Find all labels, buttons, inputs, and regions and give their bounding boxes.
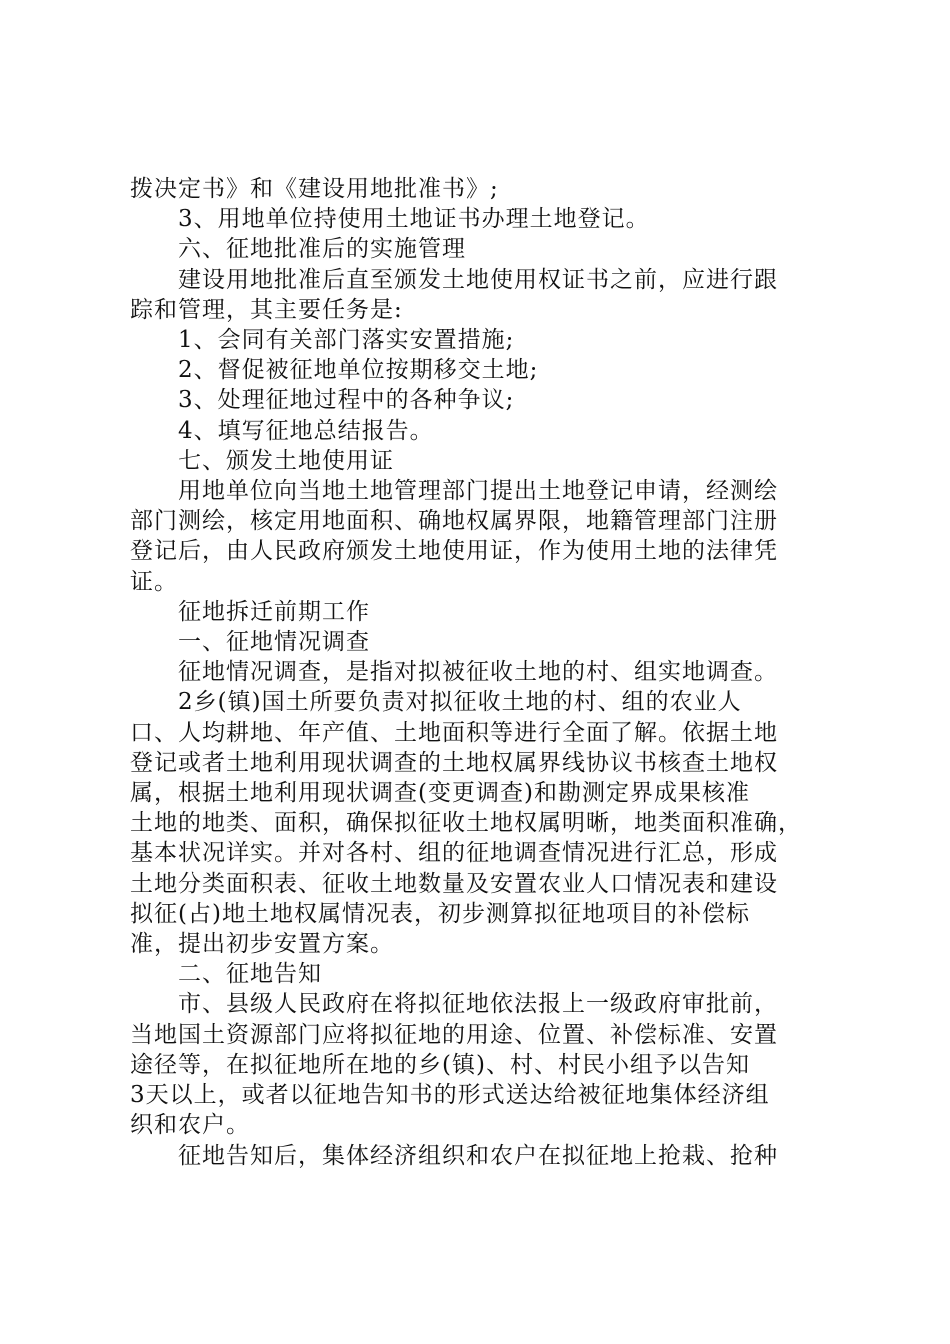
paragraph <box>130 385 830 415</box>
text-line: 织和农户。 <box>130 1112 250 1139</box>
text-line: 证。 <box>130 568 178 595</box>
text-line: 征地告知后，集体经济组织和农户在拟征地上抢栽、抢种 <box>178 1142 778 1169</box>
paragraph <box>130 687 830 959</box>
text-line: 1、会同有关部门落实安置措施; <box>178 327 515 354</box>
document-page <box>130 174 830 1171</box>
text-line: 七、颁发土地使用证 <box>178 447 394 474</box>
text-line: 登记后，由人民政府颁发土地使用证，作为使用土地的法律凭 <box>130 538 778 565</box>
text-line: 征地情况调查，是指对拟被征收土地的村、组实地调查。 <box>178 659 778 686</box>
text-line: 拨决定书》和《建设用地批准书》; <box>130 176 499 202</box>
paragraph <box>130 476 830 597</box>
paragraph <box>130 265 830 325</box>
paragraph <box>130 597 830 627</box>
text-line: 途径等，在拟征地所在地的乡(镇)、村、村民小组予以告知 <box>130 1051 750 1078</box>
text-line: 部门测绘，核定用地面积、确地权属界限，地籍管理部门注册 <box>130 508 778 535</box>
text-line: 当地国土资源部门应将拟征地的用途、位置、补偿标准、安置 <box>130 1021 778 1048</box>
text-line: 口、人均耕地、年产值、土地面积等进行全面了解。依据土地 <box>130 719 778 746</box>
text-line: 六、征地批准后的实施管理 <box>178 236 466 263</box>
text-line: 4、填写征地总结报告。 <box>178 417 434 444</box>
paragraph <box>130 989 830 1140</box>
paragraph <box>130 204 830 234</box>
text-line: 基本状况详实。并对各村、组的征地调查情况进行汇总，形成 <box>130 840 778 867</box>
paragraph <box>130 234 830 264</box>
paragraph <box>130 416 830 446</box>
text-line: 二、征地告知 <box>178 961 322 988</box>
text-line: 准，提出初步安置方案。 <box>130 931 394 958</box>
text-line: 土地的地类、面积，确保拟征收土地权属明晰，地类面积准确， <box>130 810 802 837</box>
paragraph <box>130 174 830 204</box>
paragraph <box>130 325 830 355</box>
text-line: 一、征地情况调查 <box>178 629 370 656</box>
paragraph <box>130 627 830 657</box>
paragraph <box>130 959 830 989</box>
text-line: 土地分类面积表、征收土地数量及安置农业人口情况表和建设 <box>130 870 778 897</box>
paragraph <box>130 1141 830 1171</box>
text-line: 2乡(镇)国土所要负责对拟征收土地的村、组的农业人 <box>178 689 742 716</box>
text-line: 属，根据土地利用现状调查(变更调查)和勘测定界成果核准 <box>130 780 750 807</box>
text-line: 3天以上，或者以征地告知书的形式送达给被征地集体经济组 <box>130 1082 770 1109</box>
text-line: 2、督促被征地单位按期移交土地; <box>178 357 539 384</box>
text-line: 市、县级人民政府在将拟征地依法报上一级政府审批前， <box>178 991 778 1018</box>
paragraph <box>130 446 830 476</box>
text-line: 征地拆迁前期工作 <box>178 598 370 625</box>
text-line: 登记或者土地利用现状调查的土地权属界线协议书核查土地权 <box>130 749 778 776</box>
text-line: 3、用地单位持使用土地证书办理土地登记。 <box>178 206 650 233</box>
text-line: 踪和管理，其主要任务是: <box>130 296 403 323</box>
text-line: 拟征(占)地土地权属情况表，初步测算拟征地项目的补偿标 <box>130 900 750 927</box>
text-line: 建设用地批准后直至颁发土地使用权证书之前，应进行跟 <box>178 266 778 293</box>
text-line: 3、处理征地过程中的各种争议; <box>178 387 515 414</box>
paragraph <box>130 657 830 687</box>
paragraph <box>130 355 830 385</box>
text-line: 用地单位向当地土地管理部门提出土地登记申请，经测绘 <box>178 478 778 505</box>
